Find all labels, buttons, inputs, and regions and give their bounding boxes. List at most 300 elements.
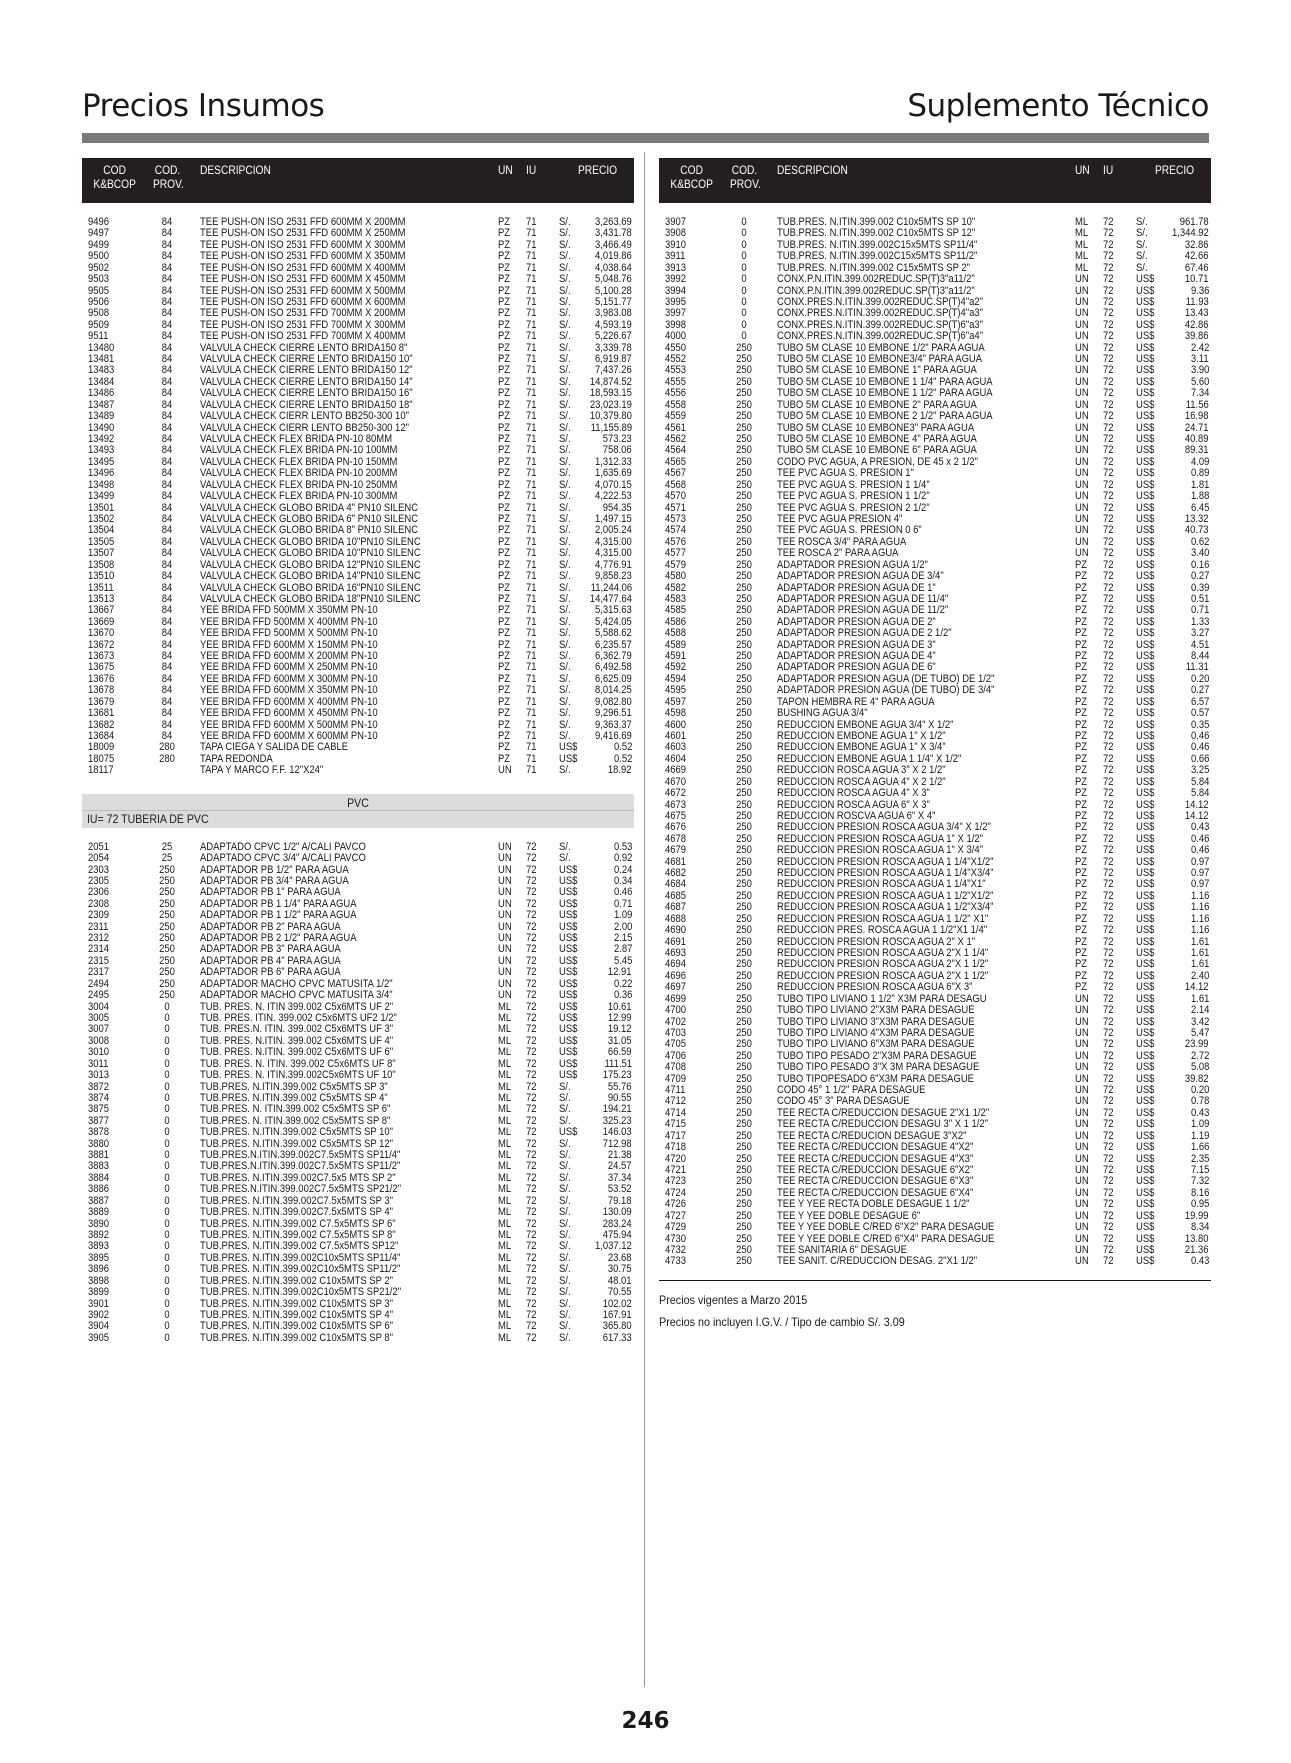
item-description: TUB.PRES. N. ITIN.399.002 C5x5MTS SP 8" <box>200 1114 391 1127</box>
price: 4,776.91 <box>595 558 632 571</box>
currency: S/. <box>559 1137 571 1150</box>
provider-code: 250 <box>736 1209 752 1222</box>
item-description: TEE PVC AGUA S. PRESION 0 6" <box>777 524 922 537</box>
iu-code: 71 <box>526 444 537 457</box>
unit: UN <box>1075 1243 1089 1256</box>
item-description: VALVULA CHECK CIERRE LENTO BRIDA150 12" <box>200 364 413 377</box>
price: 0.16 <box>1190 558 1209 571</box>
provider-code: 0 <box>164 1240 170 1253</box>
provider-code: 250 <box>736 444 752 457</box>
iu-code: 71 <box>526 638 537 651</box>
provider-code: 0 <box>164 1286 170 1299</box>
price: 1.16 <box>1190 889 1209 902</box>
item-code: 2311 <box>88 920 109 933</box>
iu-code: 72 <box>1103 250 1114 263</box>
iu-code: 72 <box>526 1023 537 1036</box>
currency: US$ <box>1136 1061 1155 1074</box>
currency: US$ <box>1136 695 1155 708</box>
price: 3.25 <box>1190 764 1209 777</box>
item-description: TUBO TIPO PESADO 2"X3M PARA DESAGUE <box>777 1049 977 1062</box>
item-code: 4574 <box>665 524 687 537</box>
item-description: TUB.PRES. N.ITIN.399.002 C5x5MTS SP 3" <box>200 1080 388 1093</box>
price: 4,070.15 <box>595 478 632 491</box>
item-code: 4732 <box>665 1243 687 1256</box>
unit: UN <box>1075 490 1089 503</box>
item-description: VALVULA CHECK GLOBO BRIDA 8" PN10 SILENC <box>200 524 419 537</box>
provider-code: 0 <box>741 238 747 251</box>
price: 1.61 <box>1190 935 1209 948</box>
provider-code: 250 <box>736 695 752 708</box>
provider-code: 250 <box>736 924 752 937</box>
iu-code: 72 <box>1103 809 1114 822</box>
provider-code: 250 <box>736 341 752 354</box>
currency: S/. <box>559 216 571 228</box>
item-code: 3880 <box>88 1137 110 1150</box>
currency: S/. <box>559 1286 571 1299</box>
item-code: 4564 <box>665 444 687 457</box>
price: 2.15 <box>613 932 632 945</box>
pvc-section-header <box>82 794 634 828</box>
iu-code: 72 <box>1103 787 1114 800</box>
item-code: 4685 <box>665 889 687 902</box>
currency: US$ <box>559 741 578 754</box>
item-code: 4679 <box>665 844 687 857</box>
item-description: TEE PUSH-ON ISO 2531 FFD 600MM X 200MM <box>200 216 406 228</box>
unit: PZ <box>498 501 511 514</box>
item-description: ADAPTADOR PB 1" PARA AGUA <box>200 886 341 899</box>
item-description: REDUCCION PRESION ROSCA AGUA 3/4" X 1/2" <box>777 821 991 834</box>
iu-code: 72 <box>526 989 537 1002</box>
iu-code: 72 <box>1103 867 1114 880</box>
item-description: REDUCCION PRESION ROSCA AGUA 1 1/4"X1/2" <box>777 855 994 868</box>
item-code: 4708 <box>665 1061 687 1074</box>
iu-code: 72 <box>1103 1221 1114 1234</box>
provider-code: 250 <box>159 966 175 979</box>
table-body <box>659 217 1211 1268</box>
provider-code: 0 <box>741 273 747 286</box>
iu-code: 72 <box>1103 615 1114 628</box>
currency: US$ <box>1136 604 1155 617</box>
provider-code: 84 <box>161 604 173 617</box>
currency: US$ <box>1136 1175 1155 1188</box>
currency: US$ <box>559 1023 578 1036</box>
item-description: CODO 45° 3" PARA DESAGUE <box>777 1095 910 1108</box>
iu-code: 72 <box>526 1137 537 1150</box>
price: 10,379.80 <box>589 410 632 423</box>
item-code: 13507 <box>88 547 115 560</box>
price: 1,037.12 <box>595 1240 632 1253</box>
unit: PZ <box>1075 672 1088 685</box>
currency: S/. <box>559 261 571 274</box>
item-code: 3998 <box>665 318 687 331</box>
header-precio: PRECIO <box>1155 163 1195 177</box>
unit: PZ <box>498 535 511 548</box>
header-precio: PRECIO <box>578 163 618 177</box>
price: 5.47 <box>1190 1026 1209 1039</box>
iu-code: 72 <box>1103 947 1114 959</box>
item-description: BUSHING AGUA 3/4" <box>777 707 868 720</box>
unit: PZ <box>498 227 511 240</box>
provider-code: 0 <box>164 1206 170 1219</box>
price: 67.46 <box>1185 261 1209 274</box>
item-description: CONX.PRES.N.ITIN.399.002REDUC.SP(T)4"a2" <box>777 295 983 308</box>
item-description: TUBO TIPO PESADO 3"X 3M PARA DESAGUE <box>777 1061 980 1074</box>
item-description: TUB. PRES. N. ITIN 399.002 C5x6MTS UF 2" <box>200 1000 394 1013</box>
iu-code: 72 <box>1103 924 1114 937</box>
currency: S/. <box>559 524 571 537</box>
currency: US$ <box>1136 684 1155 697</box>
iu-code: 72 <box>526 1080 537 1093</box>
currency: S/. <box>559 661 571 674</box>
section-title: Suplemento Técnico <box>907 88 1209 124</box>
unit: PZ <box>498 650 511 663</box>
unit: PZ <box>498 684 511 697</box>
iu-code: 71 <box>526 672 537 685</box>
unit: PZ <box>498 238 511 251</box>
price: 31.05 <box>608 1034 632 1047</box>
price: 4.51 <box>1190 638 1209 651</box>
unit: UN <box>498 932 512 945</box>
currency: US$ <box>1136 912 1155 925</box>
iu-code: 71 <box>526 604 537 617</box>
provider-code: 0 <box>164 1114 170 1127</box>
item-code: 3874 <box>88 1091 110 1104</box>
price: 0.27 <box>1190 684 1209 697</box>
item-description: TUB.PRES. N.ITIN.399.002 C7.5x5MTS SP 6" <box>200 1217 396 1230</box>
unit: UN <box>1075 535 1089 548</box>
section-subheading: IU= 72 TUBERIA DE PVC <box>87 811 209 826</box>
currency: S/. <box>559 684 571 697</box>
item-code: 4601 <box>665 729 687 742</box>
unit: UN <box>1075 455 1089 468</box>
provider-code: 250 <box>736 581 752 594</box>
currency: US$ <box>1136 1243 1155 1256</box>
unit: PZ <box>498 455 511 468</box>
item-code: 4577 <box>665 547 687 560</box>
unit: PZ <box>498 581 511 594</box>
iu-code: 71 <box>526 535 537 548</box>
provider-code: 0 <box>741 284 747 297</box>
provider-code: 0 <box>164 1137 170 1150</box>
provider-code: 250 <box>736 741 752 754</box>
unit: PZ <box>1075 935 1088 948</box>
item-code: 18075 <box>88 752 115 765</box>
price: 79.18 <box>608 1194 632 1207</box>
item-code: 4696 <box>665 969 687 982</box>
unit: UN <box>1075 387 1089 400</box>
item-description: ADAPTADO CPVC 3/4" A/CALI PAVCO <box>200 852 366 865</box>
item-description: TUB.PRES. N.ITIN.399.002 C5x5MTS SP 4" <box>200 1091 388 1104</box>
iu-code: 72 <box>1103 684 1114 697</box>
item-code: 2494 <box>88 977 110 990</box>
provider-code: 0 <box>164 1126 170 1139</box>
iu-code: 71 <box>526 581 537 594</box>
item-code: 4720 <box>665 1152 687 1165</box>
provider-code: 0 <box>164 1046 170 1059</box>
unit: PZ <box>498 330 511 343</box>
provider-code: 84 <box>161 398 173 411</box>
currency: S/. <box>559 364 571 377</box>
unit: PZ <box>498 512 511 525</box>
iu-code: 72 <box>1103 707 1114 720</box>
provider-code: 250 <box>159 989 175 1002</box>
item-code: 4592 <box>665 661 687 674</box>
price: 1.61 <box>1190 958 1209 971</box>
iu-code: 71 <box>526 490 537 503</box>
iu-code: 72 <box>526 966 537 979</box>
item-description: ADAPTADOR MACHO CPVC MATUSITA 3/4" <box>200 989 393 1002</box>
currency: US$ <box>1136 330 1155 343</box>
price: 18,593.15 <box>589 387 632 400</box>
unit: ML <box>498 1331 512 1344</box>
currency: US$ <box>559 966 578 979</box>
iu-code: 72 <box>1103 1106 1114 1119</box>
item-description: ADAPTADOR PRESION AGUA DE 1" <box>777 581 936 594</box>
iu-code: 71 <box>526 615 537 628</box>
item-description: VALVULA CHECK FLEX BRIDA PN-10 150MM <box>200 455 398 468</box>
price: 1.61 <box>1190 947 1209 959</box>
iu-code: 72 <box>1103 1026 1114 1039</box>
unit: PZ <box>498 341 511 354</box>
provider-code: 250 <box>736 729 752 742</box>
item-code: 4715 <box>665 1118 687 1131</box>
provider-code: 84 <box>161 341 173 354</box>
iu-code: 72 <box>526 1034 537 1047</box>
provider-code: 0 <box>741 295 747 308</box>
unit: UN <box>1075 364 1089 377</box>
iu-code: 71 <box>526 661 537 674</box>
unit: ML <box>498 1046 512 1059</box>
provider-code: 250 <box>736 661 752 674</box>
iu-code: 72 <box>1103 433 1114 446</box>
unit: UN <box>1075 1221 1089 1234</box>
provider-code: 84 <box>161 707 173 720</box>
provider-code: 0 <box>164 1297 170 1310</box>
item-description: TUB.PRES. N.ITIN.399.002 C15x5MTS SP 2" <box>777 261 970 274</box>
currency: US$ <box>1136 650 1155 663</box>
item-code: 2495 <box>88 989 110 1002</box>
provider-code: 250 <box>736 638 752 651</box>
unit: UN <box>498 943 512 956</box>
currency: US$ <box>559 886 578 899</box>
item-description: TUB.PRES.N.ITIN.399.002C7.5x5MTS SP11/2" <box>200 1160 401 1173</box>
provider-code: 250 <box>736 387 752 400</box>
price: 42.86 <box>1185 318 1209 331</box>
currency: S/. <box>559 250 571 263</box>
provider-code: 84 <box>161 592 173 605</box>
unit: UN <box>1075 1255 1089 1268</box>
currency: US$ <box>1136 501 1155 514</box>
provider-code: 250 <box>736 878 752 891</box>
price: 9,296.51 <box>595 707 632 720</box>
iu-code: 72 <box>1103 501 1114 514</box>
currency: US$ <box>1136 821 1155 834</box>
price: 6,362.79 <box>595 650 632 663</box>
iu-code: 72 <box>1103 444 1114 457</box>
currency: US$ <box>1136 661 1155 674</box>
price: 4,593.19 <box>595 318 632 331</box>
iu-code: 72 <box>1103 1255 1114 1268</box>
currency: S/. <box>559 295 571 308</box>
price: 0.71 <box>613 897 632 910</box>
unit: PZ <box>1075 661 1088 674</box>
item-description: VALVULA CHECK CIERR LENTO BB250-300 12" <box>200 421 409 434</box>
iu-code: 71 <box>526 524 537 537</box>
iu-code: 72 <box>1103 844 1114 857</box>
section-bar <box>82 794 634 828</box>
unit: PZ <box>498 410 511 423</box>
provider-code: 250 <box>736 1095 752 1108</box>
currency: US$ <box>559 1069 578 1082</box>
price: 167.91 <box>603 1308 632 1321</box>
iu-code: 72 <box>1103 398 1114 411</box>
provider-code: 250 <box>736 398 752 411</box>
price: 2.35 <box>1190 1152 1209 1165</box>
item-description: TUBO 5M CLASE 10 EMBONE 1" PARA AGUA <box>777 364 977 377</box>
item-description: TUBO 5M CLASE 10 EMBONE 1 1/4" PARA AGUA <box>777 375 993 388</box>
unit: PZ <box>1075 981 1088 994</box>
item-code: 3878 <box>88 1126 110 1139</box>
unit: ML <box>498 1000 512 1013</box>
unit: UN <box>498 764 512 777</box>
item-description: TEE Y YEE DOBLE C/RED 6"X4" PARA DESAGUE <box>777 1232 995 1245</box>
currency: S/. <box>559 1251 571 1264</box>
provider-code: 250 <box>736 855 752 868</box>
provider-code: 84 <box>161 524 173 537</box>
iu-code: 71 <box>526 741 537 754</box>
currency: US$ <box>1136 295 1155 308</box>
table-row <box>82 765 634 776</box>
item-description: TUB.PRES. N.ITIN.399.002 C10x5MTS SP 2" <box>200 1274 393 1287</box>
provider-code: 84 <box>161 410 173 423</box>
iu-code: 72 <box>526 1194 537 1207</box>
price: 1.88 <box>1190 490 1209 503</box>
item-code: 13682 <box>88 718 115 731</box>
price: 758.06 <box>603 444 632 457</box>
provider-code: 0 <box>164 1251 170 1264</box>
currency: US$ <box>1136 947 1155 959</box>
provider-code: 84 <box>161 295 173 308</box>
provider-code: 250 <box>736 615 752 628</box>
provider-code: 84 <box>161 455 173 468</box>
item-description: ADAPTADO CPVC 1/2" A/CALI PAVCO <box>200 840 366 853</box>
item-description: TUBO 5M CLASE 10 EMBONE 2 1/2" PARA AGUA <box>777 410 993 423</box>
iu-code: 72 <box>526 1206 537 1219</box>
unit: UN <box>1075 1152 1089 1165</box>
currency: US$ <box>1136 867 1155 880</box>
table-body <box>82 217 634 777</box>
item-description: TEE PUSH-ON ISO 2531 FFD 700MM X 200MM <box>200 307 406 320</box>
unit: PZ <box>1075 650 1088 663</box>
price: 11,244.06 <box>590 581 632 594</box>
item-code: 4579 <box>665 558 687 571</box>
provider-code: 84 <box>161 353 173 366</box>
currency: S/. <box>559 1297 571 1310</box>
unit: PZ <box>1075 809 1088 822</box>
provider-code: 250 <box>736 1221 752 1234</box>
currency: S/. <box>559 307 571 320</box>
currency: US$ <box>559 977 578 990</box>
item-description: ADAPTADOR PB 1/2" PARA AGUA <box>200 863 349 876</box>
price: 0.78 <box>1190 1095 1209 1108</box>
unit: PZ <box>498 718 511 731</box>
currency: S/. <box>559 852 571 865</box>
currency: S/. <box>559 455 571 468</box>
provider-code: 84 <box>161 718 173 731</box>
unit: UN <box>1075 353 1089 366</box>
price: 11.31 <box>1186 661 1209 674</box>
provider-code: 250 <box>159 932 175 945</box>
iu-code: 71 <box>526 410 537 423</box>
price: 0.97 <box>1190 867 1209 880</box>
item-description: REDUCCION PRESION ROSCA AGUA 1 1/2"X1/2" <box>777 889 994 902</box>
item-description: ADAPTADOR PB 2" PARA AGUA <box>200 920 341 933</box>
item-description: REDUCCION ROSCA AGUA 3" X 2 1/2" <box>777 764 946 777</box>
table-row <box>82 754 634 765</box>
item-code: 3889 <box>88 1206 110 1219</box>
currency: US$ <box>559 874 578 887</box>
iu-code: 72 <box>1103 1175 1114 1188</box>
provider-code: 84 <box>161 318 173 331</box>
item-code: 3883 <box>88 1160 110 1173</box>
item-code: 4714 <box>665 1106 687 1119</box>
currency: S/. <box>559 1320 571 1333</box>
provider-code: 0 <box>741 307 747 320</box>
item-code: 13502 <box>88 512 115 525</box>
price: 475.94 <box>603 1229 632 1242</box>
item-description: TEE PUSH-ON ISO 2531 FFD 600MM X 600MM <box>200 295 406 308</box>
item-code: 2305 <box>88 874 110 887</box>
iu-code: 71 <box>526 570 537 583</box>
unit: PZ <box>498 615 511 628</box>
unit: ML <box>498 1137 512 1150</box>
iu-code: 72 <box>1103 1164 1114 1177</box>
price: 130.09 <box>603 1206 632 1219</box>
currency: S/. <box>559 1080 571 1093</box>
item-description: REDUCCION ROSCA AGUA 6" X 3" <box>777 798 930 811</box>
unit: PZ <box>1075 798 1088 811</box>
iu-code: 72 <box>526 977 537 990</box>
provider-code: 250 <box>736 421 752 434</box>
item-description: VALVULA CHECK CIERRE LENTO BRIDA150 14" <box>200 375 413 388</box>
price: 0.52 <box>613 741 632 754</box>
price: 24.57 <box>608 1160 632 1173</box>
currency: S/. <box>559 1149 571 1162</box>
unit: UN <box>1075 1049 1089 1062</box>
provider-code: 84 <box>161 627 173 640</box>
iu-code: 71 <box>526 261 537 274</box>
unit: UN <box>1075 295 1089 308</box>
iu-code: 72 <box>1103 524 1114 537</box>
item-code: 2314 <box>88 943 110 956</box>
price: 111.51 <box>604 1057 632 1070</box>
provider-code: 84 <box>161 421 173 434</box>
item-description: TEE SANITARIA 6" DESAGUE <box>777 1243 907 1256</box>
price: 6.45 <box>1190 501 1209 514</box>
item-code: 4591 <box>665 650 687 663</box>
provider-code: 84 <box>161 238 173 251</box>
item-description: TUB.PRES. N.ITIN.399.002C10x5MTS SP11/4" <box>200 1251 401 1264</box>
item-code: 4580 <box>665 570 687 583</box>
item-description: REDUCCION PRESION ROSCA AGUA 1" X 1/2" <box>777 832 983 845</box>
unit: ML <box>1075 227 1089 240</box>
item-description: TEE ROSCA 3/4" PARA AGUA <box>777 535 907 548</box>
unit: PZ <box>1075 718 1088 731</box>
iu-code: 72 <box>1103 1141 1114 1154</box>
price: 37.34 <box>608 1171 632 1184</box>
price: 9,858.23 <box>595 570 632 583</box>
item-description: VALVULA CHECK GLOBO BRIDA 12"PN10 SILENC <box>200 558 421 571</box>
